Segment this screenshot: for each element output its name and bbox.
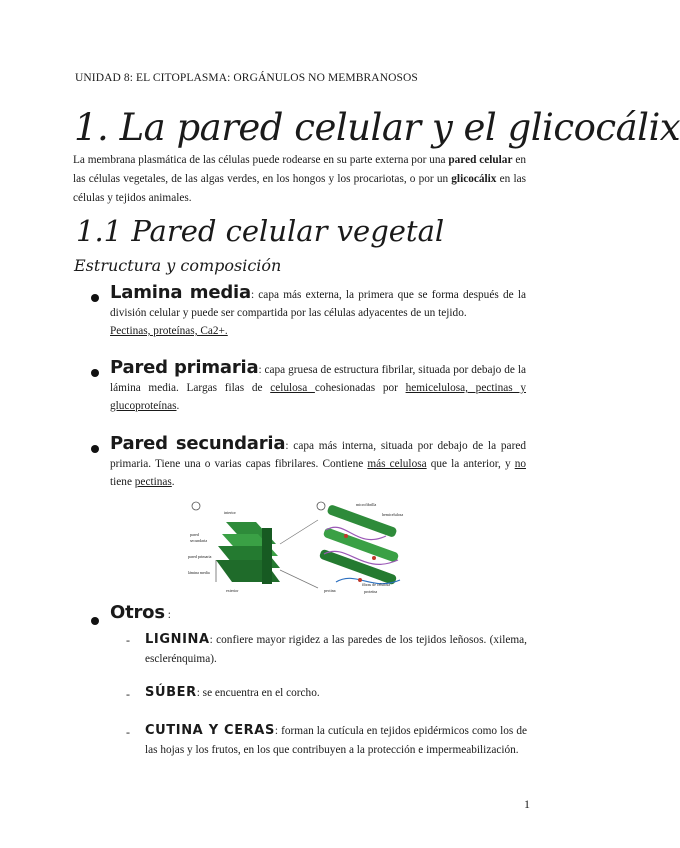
term-pared-primaria: Pared primaria: [110, 357, 259, 378]
item-pared-secundaria: Pared secundaria: capa más interna, situada por debajo de la pared primaria. Tiene una o varias capas fibrilares. Contiene más celulosa que la anterior, y no tiene pectinas.: [110, 433, 526, 488]
term-pared-secundaria: Pared secundaria: [110, 433, 286, 454]
fig-label: pectina: [324, 588, 336, 593]
subitem-lignina: LIGNINA: confiere mayor rigidez a las paredes de los tejidos leñosos. (xilema, esclerénquima).: [145, 632, 527, 665]
page-number: 1: [524, 797, 530, 811]
cell-wall-figure: [186, 500, 414, 596]
intro-paragraph: La membrana plasmática de las células puede rodearse en su parte externa por una pared celular en las células vegetales, de las algas verdes, en los hongos y los procariotas, o por un glicocálix en las células y tejidos animales.: [73, 154, 526, 204]
term-suber: SÚBER: [145, 685, 197, 700]
subitem-suber: SÚBER: se encuentra en el corcho.: [145, 685, 320, 700]
fig-label: exterior: [226, 588, 239, 593]
fig-label: pared: [190, 532, 199, 537]
bullet: [91, 294, 99, 302]
fig-label: secundaria: [190, 538, 208, 543]
dash: -: [126, 687, 130, 701]
fig-label: interior: [224, 510, 236, 515]
fig-label: microfibrilla: [356, 502, 377, 507]
item-lamina-media: Lamina media: capa más externa, la primera que se forma después de la división celular y puede ser compartida por las células adyacentes de un tejido. Pectinas, proteínas, Ca2+.: [110, 282, 526, 337]
fig-label: hemicelulosa: [382, 512, 404, 517]
term-lignina: LIGNINA: [145, 632, 210, 647]
bullet: [91, 369, 99, 377]
item-otros: Otros :: [110, 602, 171, 623]
item-pared-primaria: Pared primaria: capa gruesa de estructura fibrilar, situada por debajo de la lámina media. Largas filas de celulosa cohesionadas por hemicelulosa, pectinas y glucoproteínas.: [110, 357, 527, 412]
subsection-title: 1.1 Pared celular vegetal: [76, 214, 445, 248]
fig-label: pared primaria: [188, 554, 212, 559]
subsection-subtitle: Estructura y composición: [74, 256, 282, 275]
term-cutina: CUTINA Y CERAS: [145, 723, 275, 738]
fig-label: proteína: [364, 589, 378, 594]
term-lamina-media: Lamina media: [110, 282, 251, 303]
subitem-cutina: CUTINA Y CERAS: forman la cutícula en tejidos epidérmicos como los de las hojas y los frutos, en los que contribuyen a la protección e impermeabilización.: [145, 723, 527, 756]
term-otros: Otros: [110, 602, 165, 623]
lamina-composition: Pectinas, proteínas, Ca2+.: [110, 325, 228, 337]
bullet: [91, 617, 99, 625]
unit-header: UNIDAD 8: EL CITOPLASMA: ORGÁNULOS NO MEMBRANOSOS: [75, 72, 418, 84]
dash: -: [126, 725, 130, 739]
fig-label: fibras de celulosa: [362, 582, 390, 587]
section-title: 1. La pared celular y el glicocálix: [74, 106, 680, 149]
bullet: [91, 445, 99, 453]
fig-label: lámina media: [188, 570, 210, 575]
dash: -: [126, 633, 130, 647]
